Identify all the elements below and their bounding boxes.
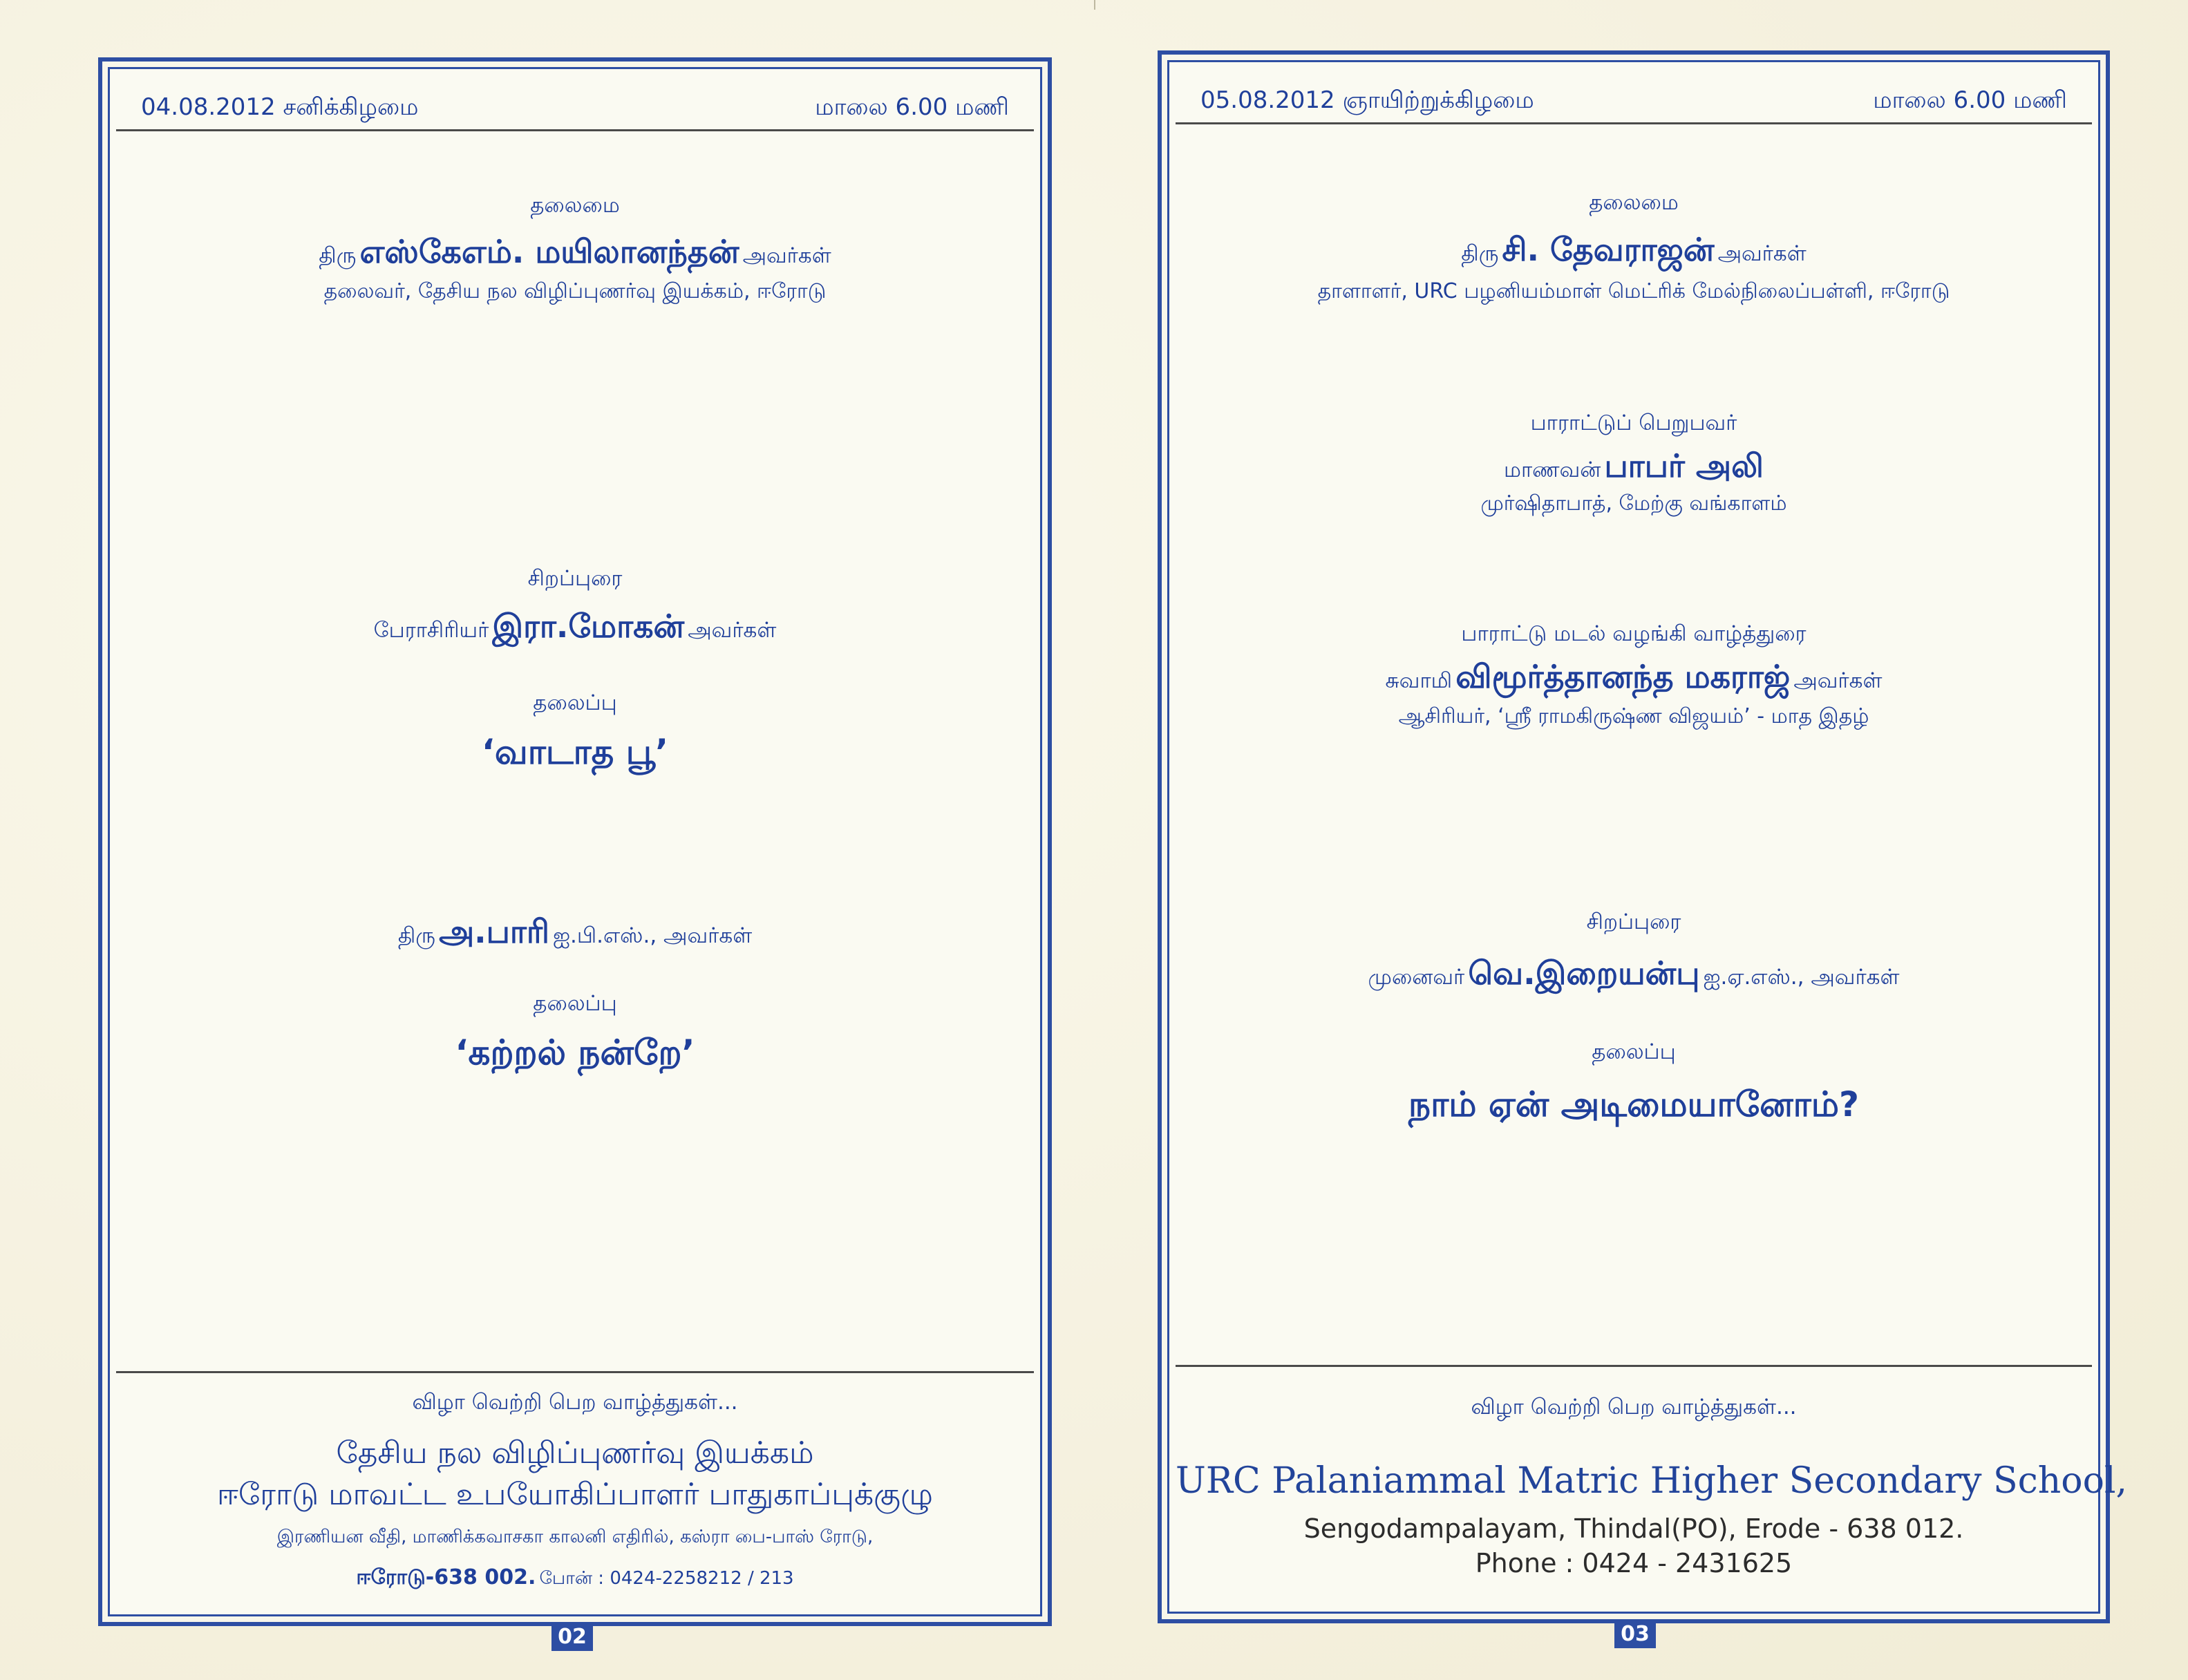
left-second-name: அ.பாரி <box>439 913 550 950</box>
right-footer <box>1176 1365 2128 1605</box>
left-second-prefix: திரு <box>397 923 435 948</box>
left-presidency-prefix: திரு <box>319 243 357 268</box>
right-honoree-prefix: மாணவன் <box>1504 457 1601 482</box>
left-presidency-role: தலைவர், தேசிய நல விழிப்புணர்வு இயக்கம், ஈரோடு <box>323 279 827 303</box>
right-footer-wishes: விழா வெற்றி பெற வாழ்த்துகள்... <box>1471 1395 1797 1419</box>
left-second-speaker-line <box>102 913 1048 955</box>
right-presidency-suffix: அவர்கள் <box>1717 241 1807 266</box>
right-special-suffix: ஐ.ஏ.எஸ்., அவர்கள் <box>1703 965 1900 990</box>
left-special-name: இரா.மோகன் <box>492 607 685 645</box>
right-date-day: 05.08.2012 ஞாயிற்றுக்கிழமை <box>1200 86 1534 114</box>
right-presidency-role: தாளாளர், URC பழனியம்மாள் மெட்ரிக் மேல்நிலைப்பள்ளி, ஈரோடு <box>1317 279 1950 303</box>
right-honoree-heading: பாராட்டுப் பெறுபவர் <box>1530 410 1737 435</box>
left-footer <box>116 1371 1034 1608</box>
right-special-heading: சிறப்புரை <box>1586 909 1681 934</box>
right-felicitation-heading: பாராட்டு மடல் வழங்கி வாழ்த்துரை <box>1461 621 1807 646</box>
right-page-header <box>1176 68 2092 124</box>
right-felicitation-suffix: அவர்கள் <box>1793 668 1883 693</box>
left-footer-contact <box>116 1565 1034 1592</box>
left-footer-org-line2: ஈரோடு மாவட்ட உபயோகிப்பாளர் பாதுகாப்புக்குழு <box>216 1477 934 1512</box>
right-felicitation-role: ஆசிரியர், ‘ஸ்ரீ ராமகிருஷ்ண விஜயம்’ - மாத இதழ் <box>1398 704 1869 728</box>
left-date-day: 04.08.2012 சனிக்கிழமை <box>141 93 419 121</box>
right-special-prefix: முனைவர் <box>1368 965 1465 990</box>
right-special-line <box>1162 954 2106 997</box>
right-footer-address: Sengodampalayam, Thindal(PO), Erode - 638 012. <box>1303 1513 1964 1544</box>
right-honoree-line <box>1162 447 2106 489</box>
center-fold-mark <box>1094 0 1095 10</box>
left-page-number: 02 <box>551 1623 593 1651</box>
right-presidency-name: சி. தேவராஜன் <box>1502 231 1715 268</box>
left-second-topic-heading: தலைப்பு <box>533 991 617 1016</box>
right-felicitation-line <box>1162 658 2106 700</box>
right-felicitation-prefix: சுவாமி <box>1385 668 1453 693</box>
left-presidency-line <box>102 233 1048 275</box>
right-footer-school: URC Palaniammal Matric Higher Secondary School, <box>1176 1460 2128 1502</box>
left-second-topic: ‘கற்றல் நன்றே’ <box>455 1032 695 1073</box>
right-page-number: 03 <box>1614 1621 1656 1648</box>
left-footer-org-line1: தேசிய நல விழிப்புணர்வு இயக்கம் <box>336 1435 814 1471</box>
left-time: மாலை 6.00 மணி <box>815 93 1009 121</box>
left-footer-address: இரணியன வீதி, மாணிக்கவாசகா காலனி எதிரில், கஸ்ரா பை-பாஸ் ரோடு, <box>276 1527 874 1547</box>
left-special-suffix: அவர்கள் <box>688 618 777 643</box>
right-presidency-heading: தலைமை <box>1589 190 1679 215</box>
left-page-header <box>116 75 1034 131</box>
left-presidency-heading: தலைமை <box>530 193 620 218</box>
left-footer-wishes: விழா வெற்றி பெற வாழ்த்துகள்... <box>412 1390 738 1415</box>
left-special-topic-heading: தலைப்பு <box>533 690 617 715</box>
left-special-topic: ‘வாடாத பூ’ <box>481 732 669 772</box>
right-presidency-prefix: திரு <box>1461 241 1499 266</box>
left-presidency-suffix: அவர்கள் <box>742 243 831 268</box>
right-honoree-place: முர்ஷிதாபாத், மேற்கு வங்காளம் <box>1480 491 1787 516</box>
right-felicitation-name: விமூர்த்தானந்த மகராஜ் <box>1455 658 1791 695</box>
left-page <box>98 57 1052 1626</box>
left-footer-phone: போன் : 0424-2258212 / 213 <box>539 1568 794 1589</box>
right-special-topic: நாம் ஏன் அடிமையானோம்? <box>1408 1084 1859 1124</box>
left-presidency-name: எஸ்கேஎம். மயிலானந்தன் <box>359 233 739 270</box>
right-special-name: வெ.இறையன்பு <box>1468 954 1700 992</box>
right-presidency-line <box>1162 231 2106 273</box>
right-footer-phone: Phone : 0424 - 2431625 <box>1475 1548 1793 1578</box>
left-special-heading: சிறப்புரை <box>527 566 623 591</box>
left-special-prefix: பேராசிரியர் <box>373 618 489 643</box>
right-honoree-name: பாபர் அலி <box>1604 447 1764 484</box>
left-footer-city: ஈரோடு-638 002. <box>356 1565 536 1589</box>
right-page <box>1158 50 2128 1623</box>
right-special-topic-heading: தலைப்பு <box>1592 1039 1676 1064</box>
left-special-line <box>102 607 1048 650</box>
right-time: மாலை 6.00 மணி <box>1873 86 2067 114</box>
left-second-suffix: ஐ.பி.எஸ்., அவர்கள் <box>553 923 753 948</box>
